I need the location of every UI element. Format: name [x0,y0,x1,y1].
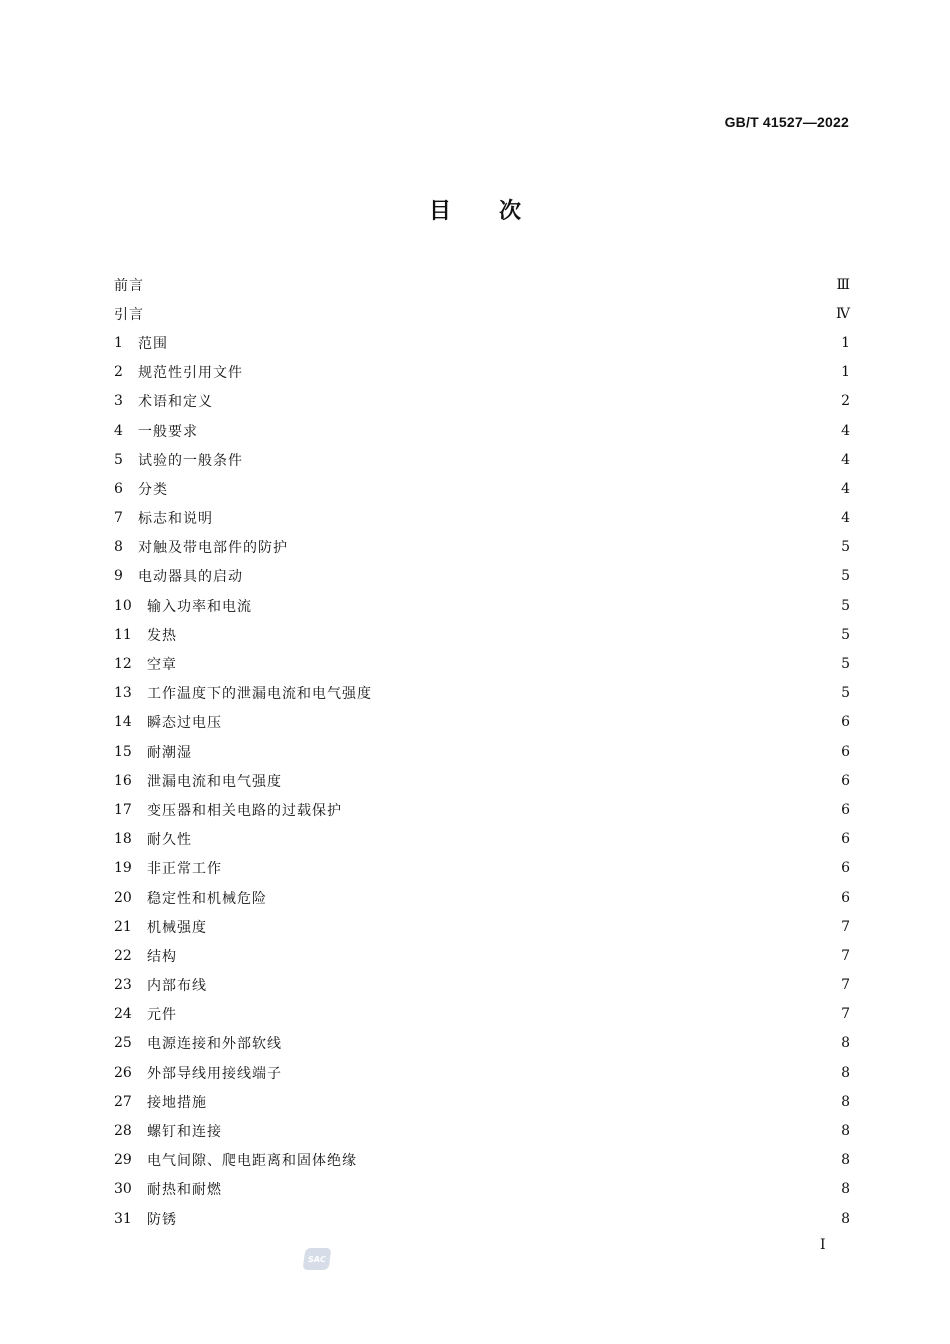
toc-entry-number: 1 [114,334,123,351]
toc-entry-number: 23 [114,977,132,994]
toc-entry-label: 稳定性和机械危险 [147,890,267,907]
toc-entry-number: 30 [114,1181,132,1198]
toc-entry-page: 8 [841,1035,850,1052]
toc-entry-page: 5 [841,626,850,643]
toc-entry-page: Ⅳ [836,305,850,322]
dot-leader [180,657,837,671]
dot-leader [180,1212,837,1226]
toc-entry-label: 引言 [114,306,144,323]
toc-entry[interactable] [114,854,850,883]
toc-entry[interactable] [114,1000,850,1029]
toc-entry-number: 13 [114,685,132,702]
toc-entry-number: 24 [114,1006,132,1023]
watermark-text: SAC [307,1254,327,1264]
dot-leader [210,1095,837,1109]
toc-entry-label: 输入功率和电流 [147,598,252,615]
toc-entry-page: 7 [841,947,850,964]
toc-entry-number: 16 [114,772,132,789]
toc-entry-number: 28 [114,1123,132,1140]
toc-entry-page: 6 [841,831,850,848]
toc-entry[interactable] [114,825,850,854]
toc-entry[interactable] [114,445,850,474]
toc-entry-page: 7 [841,918,850,935]
toc-entry[interactable] [114,883,850,912]
toc-entry[interactable] [114,358,850,387]
page-title: 目次 [428,199,569,224]
dot-leader [147,307,833,321]
dot-leader [180,949,837,963]
toc-entry[interactable] [114,1029,850,1058]
toc-entry-page: 1 [841,334,850,351]
toc-entry-page: Ⅲ [836,276,850,293]
toc-entry-number: 21 [114,918,132,935]
toc-entry-page: 6 [841,860,850,877]
toc-entry-label: 外部导线用接线端子 [147,1065,282,1082]
toc-entry[interactable] [114,1204,850,1233]
toc-entry-page: 8 [841,1181,850,1198]
dot-leader [171,336,837,350]
toc-entry-label: 标志和说明 [138,511,213,528]
toc-entry-label: 发热 [147,627,177,644]
toc-entry[interactable] [114,971,850,1000]
toc-entry-label: 对触及带电部件的防护 [138,540,288,557]
toc-entry[interactable] [114,299,850,328]
dot-leader [201,424,837,438]
toc-entry-page: 5 [841,656,850,673]
toc-entry-page: 5 [841,539,850,556]
toc-entry-label: 元件 [147,1007,177,1024]
toc-entry-label: 工作温度下的泄漏电流和电气强度 [147,686,372,703]
dot-leader [225,861,837,875]
sac-watermark-logo [302,1248,331,1270]
toc-entry-number: 4 [114,422,123,439]
toc-entry-number: 14 [114,714,132,731]
toc-entry[interactable] [114,795,850,824]
toc-entry-number: 6 [114,480,123,497]
toc-entry-number: 27 [114,1093,132,1110]
toc-entry-number: 10 [114,597,132,614]
toc-entry-label: 机械强度 [147,919,207,936]
toc-entry-page: 4 [841,422,850,439]
dot-leader [291,540,837,554]
toc-entry-label: 变压器和相关电路的过载保护 [147,802,342,819]
toc-entry[interactable] [114,708,850,737]
toc-entry-label: 空章 [147,657,177,674]
toc-entry-page: 1 [841,364,850,381]
toc-entry-label: 耐潮湿 [147,744,192,761]
dot-leader [210,920,837,934]
dot-leader [171,482,837,496]
toc-entry[interactable] [114,270,850,299]
toc-entry-number: 15 [114,743,132,760]
toc-entry-page: 5 [841,685,850,702]
toc-entry-label: 电源连接和外部软线 [147,1036,282,1053]
toc-entry-number: 29 [114,1152,132,1169]
toc-entry[interactable] [114,1116,850,1145]
dot-leader [246,569,837,583]
toc-entry-label: 耐热和耐燃 [147,1182,222,1199]
dot-leader [255,599,837,613]
toc-entry-page: 4 [841,510,850,527]
toc-entry-page: 7 [841,977,850,994]
dot-leader [225,1124,837,1138]
toc-entry-page: 8 [841,1210,850,1227]
toc-entry-page: 8 [841,1152,850,1169]
toc-entry-page: 5 [841,597,850,614]
page-number: I [820,1237,826,1253]
toc-entry-label: 前言 [114,277,144,294]
toc-entry-number: 11 [114,626,132,643]
toc-entry-page: 6 [841,714,850,731]
dot-leader [225,715,837,729]
toc-entry-number: 26 [114,1064,132,1081]
dot-leader [180,628,837,642]
toc-entry[interactable] [114,620,850,649]
toc-entry-number: 8 [114,539,123,556]
dot-leader [216,394,837,408]
toc-entry-page: 6 [841,889,850,906]
toc-entry-label: 泄漏电流和电气强度 [147,773,282,790]
toc-entry-label: 范围 [138,335,168,352]
toc-entry[interactable] [114,649,850,678]
toc-entry-label: 术语和定义 [138,394,213,411]
toc-entry[interactable] [114,1146,850,1175]
toc-entry-number: 31 [114,1210,132,1227]
dot-leader [345,803,837,817]
dot-leader [285,1036,837,1050]
toc-entry[interactable] [114,679,850,708]
toc-entry-page: 4 [841,451,850,468]
toc-entry[interactable] [114,766,850,795]
toc-entry-number: 2 [114,364,123,381]
toc-entry[interactable] [114,416,850,445]
standard-number: GB/T 41527—2022 [724,114,849,130]
toc-entry-label: 耐久性 [147,832,192,849]
toc-entry-page: 6 [841,743,850,760]
toc-entry[interactable] [114,1175,850,1204]
toc-entry-number: 25 [114,1035,132,1052]
toc-entry[interactable] [114,1058,850,1087]
toc-entry-page: 8 [841,1093,850,1110]
toc-entry-page: 7 [841,1006,850,1023]
toc-entry-number: 7 [114,510,123,527]
toc-entry-page: 2 [841,393,850,410]
toc-entry-label: 规范性引用文件 [138,365,243,382]
toc-entry-number: 5 [114,451,123,468]
dot-leader [285,1066,837,1080]
toc-entry-number: 17 [114,801,132,818]
toc-entry-page: 5 [841,568,850,585]
toc-entry-label: 一般要求 [138,423,198,440]
toc-entry[interactable] [114,387,850,416]
toc-entry[interactable] [114,941,850,970]
toc-entry-label: 接地措施 [147,1094,207,1111]
dot-leader [360,1153,837,1167]
toc-entry-number: 22 [114,947,132,964]
toc-entry[interactable] [114,504,850,533]
toc-entry-number: 9 [114,568,123,585]
dot-leader [210,978,837,992]
dot-leader [246,365,837,379]
toc-entry-number: 3 [114,393,123,410]
toc-entry[interactable] [114,474,850,503]
toc-entry[interactable] [114,328,850,357]
toc-entry-page: 8 [841,1064,850,1081]
toc-entry[interactable] [114,1087,850,1116]
toc-entry-label: 试验的一般条件 [138,452,243,469]
dot-leader [195,832,837,846]
dot-leader [216,511,837,525]
toc-entry[interactable] [114,591,850,620]
dot-leader [285,774,837,788]
toc-entry-label: 内部布线 [147,978,207,995]
toc-entry-page: 6 [841,801,850,818]
toc-entry-page: 6 [841,772,850,789]
toc-entry[interactable] [114,533,850,562]
toc-entry-page: 4 [841,480,850,497]
table-of-contents [114,270,850,1233]
toc-entry-label: 瞬态过电压 [147,715,222,732]
toc-entry-label: 分类 [138,481,168,498]
toc-entry-label: 电动器具的启动 [138,569,243,586]
dot-leader [246,453,837,467]
toc-entry-page: 8 [841,1123,850,1140]
toc-entry-number: 20 [114,889,132,906]
toc-entry[interactable] [114,562,850,591]
dot-leader [195,745,837,759]
toc-entry-label: 螺钉和连接 [147,1124,222,1141]
toc-entry-label: 电气间隙、爬电距离和固体绝缘 [147,1153,357,1170]
toc-entry-number: 18 [114,831,132,848]
dot-leader [375,686,837,700]
toc-entry-number: 19 [114,860,132,877]
dot-leader [225,1182,837,1196]
toc-entry-number: 12 [114,656,132,673]
toc-entry-label: 非正常工作 [147,861,222,878]
toc-entry[interactable] [114,912,850,941]
dot-leader [147,278,833,292]
toc-entry-label: 防锈 [147,1211,177,1228]
dot-leader [180,1007,837,1021]
dot-leader [270,891,837,905]
toc-entry-label: 结构 [147,948,177,965]
toc-entry[interactable] [114,737,850,766]
